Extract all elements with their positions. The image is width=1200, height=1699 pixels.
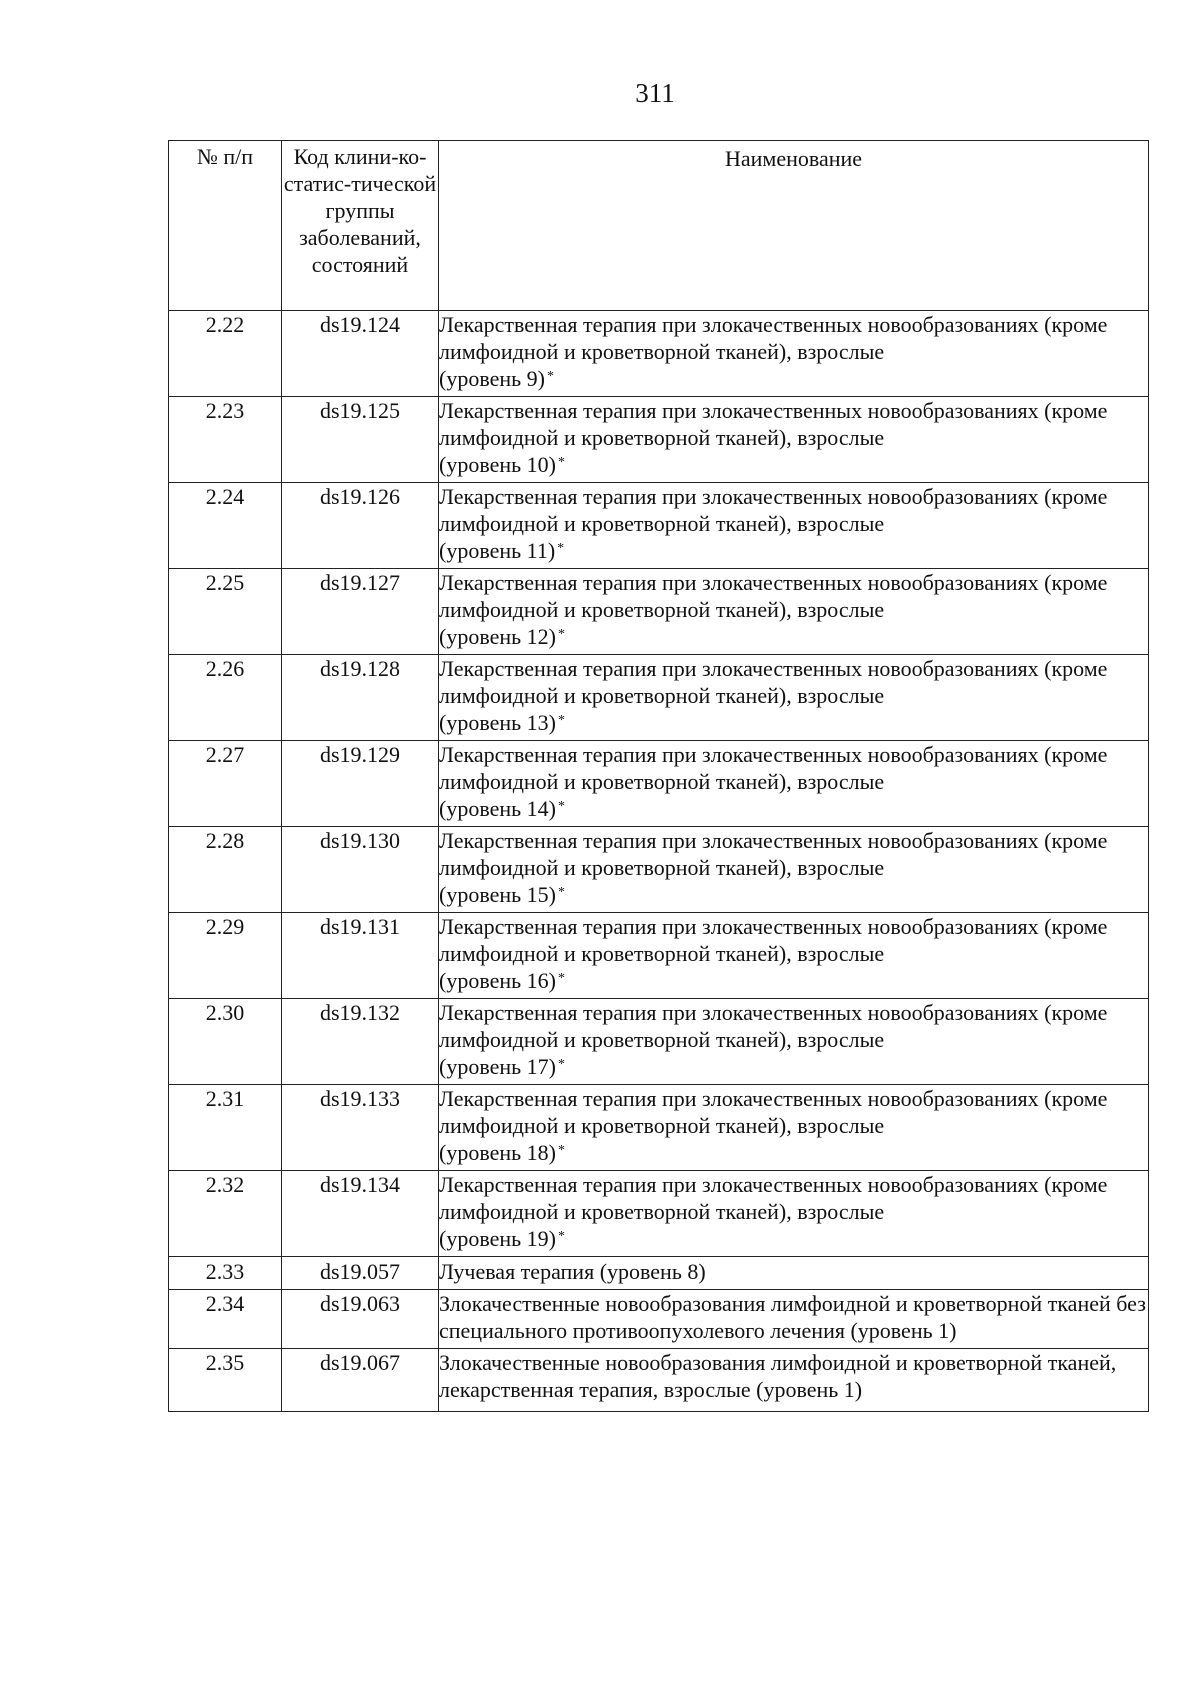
footnote-mark: *: [546, 369, 554, 384]
table-row: [169, 1349, 1149, 1412]
row-name-text: Лекарственная терапия при злокачественных новообразованиях (кроме лимфоидной и кроветворной тканей), взрослые: [439, 398, 1108, 450]
row-name-text: Лекарственная терапия при злокачественных новообразованиях (кроме лимфоидной и кроветворной тканей), взрослые: [439, 656, 1108, 708]
row-name: [439, 827, 1149, 913]
row-name-text: Лекарственная терапия при злокачественных новообразованиях (кроме лимфоидной и кроветворной тканей), взрослые: [439, 312, 1108, 364]
footnote-mark: *: [557, 713, 565, 728]
row-level: (уровень 12): [439, 624, 556, 649]
row-code: ds19.134: [282, 1171, 439, 1257]
row-level: (уровень 11): [439, 538, 556, 563]
row-code: ds19.067: [282, 1349, 439, 1412]
table-row: [169, 569, 1149, 655]
row-level: (уровень 18): [439, 1140, 556, 1165]
row-num: 2.28: [169, 827, 282, 913]
ksg-table: [168, 140, 1149, 1412]
row-name: [439, 913, 1149, 999]
row-level: (уровень 13): [439, 710, 556, 735]
table-row: [169, 397, 1149, 483]
row-level: (уровень 16): [439, 968, 556, 993]
footnote-mark: *: [557, 1143, 565, 1158]
row-num: 2.31: [169, 1085, 282, 1171]
row-name: [439, 999, 1149, 1085]
row-name-text: Лекарственная терапия при злокачественных новообразованиях (кроме лимфоидной и кроветворной тканей), взрослые: [439, 828, 1108, 880]
row-num: 2.33: [169, 1257, 282, 1290]
table-row: [169, 999, 1149, 1085]
footnote-mark: *: [557, 541, 565, 556]
row-name-text: Лекарственная терапия при злокачественных новообразованиях (кроме лимфоидной и кроветворной тканей), взрослые: [439, 1000, 1108, 1052]
table-row: [169, 913, 1149, 999]
row-code: ds19.128: [282, 655, 439, 741]
row-name: [439, 1349, 1149, 1412]
header-code-label: Код клини-ко-статис-тической группы заболеваний, состояний: [283, 144, 437, 277]
row-code: ds19.126: [282, 483, 439, 569]
row-code: ds19.130: [282, 827, 439, 913]
table-row: [169, 1290, 1149, 1349]
table-row: [169, 483, 1149, 569]
row-level: (уровень 9): [439, 366, 545, 391]
table-row: [169, 1257, 1149, 1290]
row-code: ds19.129: [282, 741, 439, 827]
row-name: [439, 1085, 1149, 1171]
row-num: 2.32: [169, 1171, 282, 1257]
table-header-row: [169, 141, 1149, 311]
row-code: ds19.132: [282, 999, 439, 1085]
table-row: [169, 741, 1149, 827]
row-num: 2.26: [169, 655, 282, 741]
row-num: 2.34: [169, 1290, 282, 1349]
row-level: (уровень 17): [439, 1054, 556, 1079]
row-name-text: Лекарственная терапия при злокачественных новообразованиях (кроме лимфоидной и кроветворной тканей), взрослые: [439, 570, 1108, 622]
header-name: [439, 141, 1149, 311]
footnote-mark: *: [557, 799, 565, 814]
row-code: ds19.063: [282, 1290, 439, 1349]
table-row: [169, 311, 1149, 397]
row-name-text: Лекарственная терапия при злокачественных новообразованиях (кроме лимфоидной и кроветворной тканей), взрослые: [439, 742, 1108, 794]
footnote-mark: *: [557, 627, 565, 642]
table-row: [169, 827, 1149, 913]
table-row: [169, 1085, 1149, 1171]
row-level: (уровень 15): [439, 882, 556, 907]
table-row: [169, 1171, 1149, 1257]
footnote-mark: *: [557, 1229, 565, 1244]
row-name-text: Лекарственная терапия при злокачественных новообразованиях (кроме лимфоидной и кроветворной тканей), взрослые: [439, 1172, 1108, 1224]
row-name-text: Злокачественные новообразования лимфоидной и кроветворной тканей, лекарственная терапия, взрослые (уровень 1): [439, 1350, 1117, 1402]
header-num: [169, 141, 282, 311]
row-level: (уровень 14): [439, 796, 556, 821]
row-name: [439, 569, 1149, 655]
row-num: 2.35: [169, 1349, 282, 1412]
row-name: [439, 397, 1149, 483]
page-number: 311: [635, 78, 675, 108]
row-name-text: Лекарственная терапия при злокачественных новообразованиях (кроме лимфоидной и кроветворной тканей), взрослые: [439, 914, 1108, 966]
row-num: 2.30: [169, 999, 282, 1085]
row-name-text: Лекарственная терапия при злокачественных новообразованиях (кроме лимфоидной и кроветворной тканей), взрослые: [439, 484, 1108, 536]
row-code: ds19.127: [282, 569, 439, 655]
row-name: [439, 311, 1149, 397]
row-name-text: Лекарственная терапия при злокачественных новообразованиях (кроме лимфоидной и кроветворной тканей), взрослые: [439, 1086, 1108, 1138]
row-name: [439, 741, 1149, 827]
row-name-text: Злокачественные новообразования лимфоидной и кроветворной тканей без специального противоопухолевого лечения (уровень 1): [439, 1291, 1146, 1343]
row-code: ds19.131: [282, 913, 439, 999]
row-level: (уровень 10): [439, 452, 556, 477]
row-level: (уровень 19): [439, 1226, 556, 1251]
footnote-mark: *: [557, 971, 565, 986]
row-num: 2.29: [169, 913, 282, 999]
row-code: ds19.125: [282, 397, 439, 483]
footnote-mark: *: [557, 1057, 565, 1072]
row-num: 2.24: [169, 483, 282, 569]
row-name: [439, 483, 1149, 569]
header-code: [282, 141, 439, 311]
header-num-label: № п/п: [196, 144, 254, 169]
header-name-label: Наименование: [724, 146, 863, 171]
row-name: [439, 1257, 1149, 1290]
row-name-text: Лучевая терапия (уровень 8): [439, 1259, 706, 1284]
row-name: [439, 655, 1149, 741]
row-name: [439, 1171, 1149, 1257]
row-code: ds19.133: [282, 1085, 439, 1171]
footnote-mark: *: [557, 455, 565, 470]
table-row: [169, 655, 1149, 741]
footnote-mark: *: [557, 885, 565, 900]
row-code: ds19.057: [282, 1257, 439, 1290]
row-num: 2.23: [169, 397, 282, 483]
row-num: 2.27: [169, 741, 282, 827]
row-num: 2.22: [169, 311, 282, 397]
row-code: ds19.124: [282, 311, 439, 397]
row-name: [439, 1290, 1149, 1349]
row-num: 2.25: [169, 569, 282, 655]
